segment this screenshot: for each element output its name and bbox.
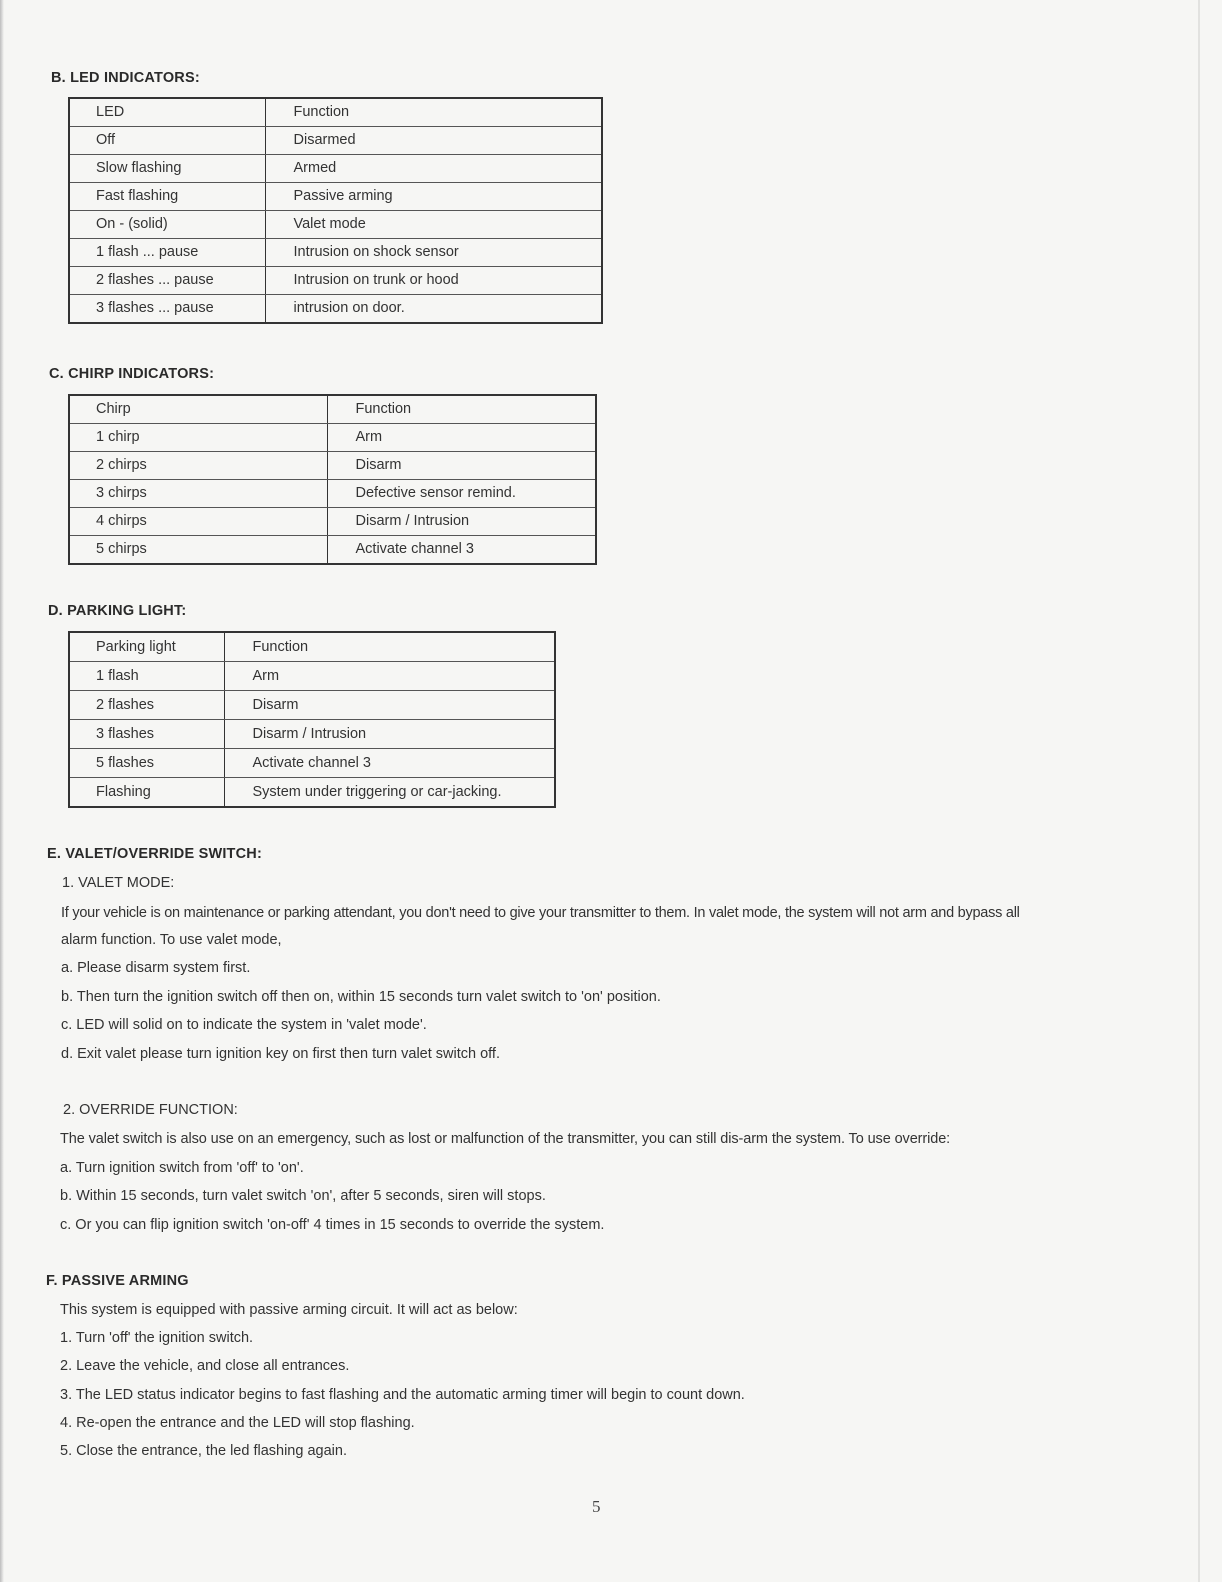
table-header-row bbox=[69, 98, 602, 127]
table-row bbox=[69, 452, 596, 480]
table-row bbox=[69, 778, 555, 808]
table-cell-function: Disarm bbox=[327, 452, 596, 480]
section-heading-led: B. LED INDICATORS: bbox=[51, 70, 200, 86]
header-cell-indicator: Parking light bbox=[69, 632, 224, 662]
table-cell-indicator: On - (solid) bbox=[69, 211, 265, 239]
table-cell-indicator: 5 chirps bbox=[69, 536, 327, 565]
section-heading-passive: F. PASSIVE ARMING bbox=[46, 1273, 189, 1289]
table-cell-indicator: 3 chirps bbox=[69, 480, 327, 508]
table-cell-indicator: 4 chirps bbox=[69, 508, 327, 536]
override-step-b: b. Within 15 seconds, turn valet switch 'on', after 5 seconds, siren will stops. bbox=[60, 1188, 546, 1204]
table-row bbox=[69, 267, 602, 295]
table-cell-function: Disarm / Intrusion bbox=[327, 508, 596, 536]
table-cell-indicator: 2 flashes ... pause bbox=[69, 267, 265, 295]
override-step-a: a. Turn ignition switch from 'off' to 'on'. bbox=[60, 1160, 304, 1176]
table-cell-function: System under triggering or car-jacking. bbox=[224, 778, 555, 808]
table-row bbox=[69, 720, 555, 749]
table-row bbox=[69, 480, 596, 508]
table-cell-function: Arm bbox=[327, 424, 596, 452]
scan-edge-right bbox=[1198, 0, 1200, 1582]
valet-mode-intro-line-2: alarm function. To use valet mode, bbox=[61, 932, 282, 948]
override-title: 2. OVERRIDE FUNCTION: bbox=[63, 1102, 238, 1118]
valet-step-d: d. Exit valet please turn ignition key on first then turn valet switch off. bbox=[61, 1046, 500, 1062]
section-heading-valet: E. VALET/OVERRIDE SWITCH: bbox=[47, 846, 262, 862]
table-cell-function: Defective sensor remind. bbox=[327, 480, 596, 508]
table-cell-indicator: 3 flashes ... pause bbox=[69, 295, 265, 324]
passive-step-4: 4. Re-open the entrance and the LED will stop flashing. bbox=[60, 1415, 415, 1431]
header-cell-function: Function bbox=[265, 98, 602, 127]
valet-mode-title: 1. VALET MODE: bbox=[62, 875, 175, 891]
table-cell-function: Disarm / Intrusion bbox=[224, 720, 555, 749]
table-header-row bbox=[69, 395, 596, 424]
passive-step-5: 5. Close the entrance, the led flashing again. bbox=[60, 1443, 347, 1459]
table-row bbox=[69, 662, 555, 691]
table-row bbox=[69, 691, 555, 720]
table-row bbox=[69, 536, 596, 565]
table-row bbox=[69, 183, 602, 211]
table-cell-indicator: Flashing bbox=[69, 778, 224, 808]
table-row bbox=[69, 295, 602, 324]
valet-step-b: b. Then turn the ignition switch off then on, within 15 seconds turn valet switch to 'on' position. bbox=[61, 989, 661, 1005]
table-row bbox=[69, 749, 555, 778]
table-row bbox=[69, 127, 602, 155]
header-cell-function: Function bbox=[327, 395, 596, 424]
override-intro: The valet switch is also use on an emergency, such as lost or malfunction of the transmitter, you can still dis-arm the system. To use override: bbox=[60, 1131, 951, 1147]
passive-intro: This system is equipped with passive arming circuit. It will act as below: bbox=[60, 1302, 518, 1318]
header-cell-indicator: LED bbox=[69, 98, 265, 127]
table-cell-function: Intrusion on trunk or hood bbox=[265, 267, 602, 295]
table-cell-indicator: 5 flashes bbox=[69, 749, 224, 778]
table-cell-function: Arm bbox=[224, 662, 555, 691]
table-cell-indicator: Off bbox=[69, 127, 265, 155]
chirp-indicator-table bbox=[68, 394, 597, 565]
table-cell-function: Passive arming bbox=[265, 183, 602, 211]
table-row bbox=[69, 424, 596, 452]
scan-edge-left bbox=[0, 0, 4, 1582]
table-cell-indicator: 1 flash ... pause bbox=[69, 239, 265, 267]
table-cell-function: Disarmed bbox=[265, 127, 602, 155]
table-cell-function: Disarm bbox=[224, 691, 555, 720]
table-header-row bbox=[69, 632, 555, 662]
passive-step-3: 3. The LED status indicator begins to fast flashing and the automatic arming timer will begin to count down. bbox=[60, 1387, 745, 1403]
table-row bbox=[69, 239, 602, 267]
table-cell-indicator: 2 chirps bbox=[69, 452, 327, 480]
section-heading-parking: D. PARKING LIGHT: bbox=[48, 603, 187, 619]
parking-light-table bbox=[68, 631, 556, 808]
led-indicator-table bbox=[68, 97, 603, 324]
valet-step-a: a. Please disarm system first. bbox=[61, 960, 251, 976]
passive-step-2: 2. Leave the vehicle, and close all entrances. bbox=[60, 1358, 350, 1374]
override-step-c: c. Or you can flip ignition switch 'on-off' 4 times in 15 seconds to override the system. bbox=[60, 1217, 605, 1233]
valet-mode-intro-line-1: If your vehicle is on maintenance or parking attendant, you don't need to give your transmitter to them. In valet mode, the system will not arm and bypass all bbox=[61, 905, 1020, 921]
table-cell-function: Activate channel 3 bbox=[224, 749, 555, 778]
table-cell-indicator: Slow flashing bbox=[69, 155, 265, 183]
valet-step-c: c. LED will solid on to indicate the system in 'valet mode'. bbox=[61, 1017, 427, 1033]
table-cell-function: Intrusion on shock sensor bbox=[265, 239, 602, 267]
table-cell-function: intrusion on door. bbox=[265, 295, 602, 324]
table-cell-indicator: 2 flashes bbox=[69, 691, 224, 720]
page-number: 5 bbox=[592, 1497, 601, 1516]
table-cell-function: Activate channel 3 bbox=[327, 536, 596, 565]
header-cell-indicator: Chirp bbox=[69, 395, 327, 424]
passive-step-1: 1. Turn 'off' the ignition switch. bbox=[60, 1330, 254, 1346]
header-cell-function: Function bbox=[224, 632, 555, 662]
table-cell-indicator: 1 chirp bbox=[69, 424, 327, 452]
table-cell-indicator: Fast flashing bbox=[69, 183, 265, 211]
table-row bbox=[69, 508, 596, 536]
section-heading-chirp: C. CHIRP INDICATORS: bbox=[49, 366, 215, 382]
table-row bbox=[69, 155, 602, 183]
table-row bbox=[69, 211, 602, 239]
table-cell-indicator: 3 flashes bbox=[69, 720, 224, 749]
table-cell-indicator: 1 flash bbox=[69, 662, 224, 691]
table-cell-function: Valet mode bbox=[265, 211, 602, 239]
table-cell-function: Armed bbox=[265, 155, 602, 183]
